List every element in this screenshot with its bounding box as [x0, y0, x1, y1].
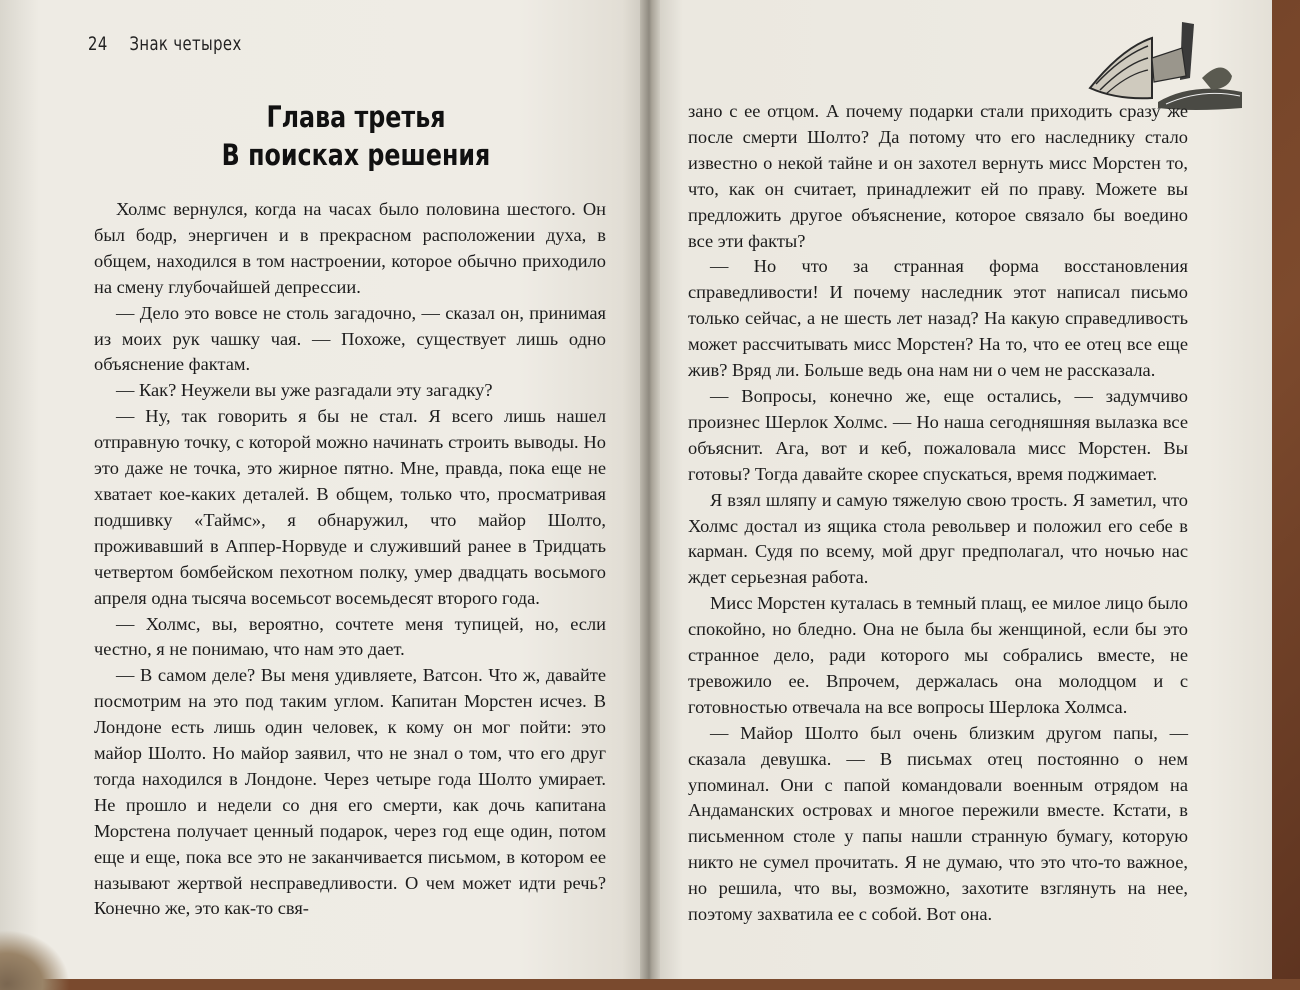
page-number: 24 — [88, 33, 108, 55]
paragraph: Холмс вернулся, когда на часах было половина шестого. Он был бодр, энергичен и в прекрасном расположении духа, в общем, находился в том настроении, которое обычно приходило на смену глубочайшей депрессии. — [94, 199, 606, 297]
paragraph: — Как? Неужели вы уже разгадали эту загадку? — [116, 380, 493, 401]
paragraph: — Майор Шолто был очень близким другом папы, — сказала девушка. — В письмах отец постоянно о нем упоминал. Они с папой командовали военным отрядом на Андаманских островах и многое пережили вместе. Кстати, в письменном столе у папы нашли странную бумагу, которую никто не сумел прочитать. Я не думаю, что это что-то важное, но решила, что вы, возможно, захотите взглянуть на нее, поэтому захватила ее с собой. Вот она. — [688, 722, 1188, 925]
paragraph: — Холмс, вы, вероятно, сочтете меня тупицей, но, если честно, я не понимаю, что нам это дает. — [94, 613, 606, 660]
thumb-shadow — [0, 930, 70, 990]
paragraph: — Вопросы, конечно же, еще остались, — задумчиво произнес Шерлок Холмс. — Но наша сегодняшняя вылазка все объяснит. Ага, вот и кеб, пожаловала мисс Морстен. Вы готовы? Тогда давайте скорее спускаться, время поджимает. — [688, 385, 1188, 484]
paragraph: — Ну, так говорить я бы не стал. Я всего лишь нашел отправную точку, с которой можно начинать строить выводы. Но это даже не точка, это жирное пятно. Мне, правда, пока еще не хватает кое-каких деталей. В общем, только что, просматривая подшивку «Таймс», я обнаружил, что майор Шолто, проживавший в Аппер-Норвуде и служивший ранее в Тридцать четвертом бомбейском пехотном полку, умер двадцать восьмого апреля одна тысяча восемьсот восемьдесят второго года. — [94, 406, 606, 608]
chapter-heading — [62, 98, 650, 174]
paragraph: — Дело это вовсе не столь загадочно, — сказал он, принимая из моих рук чашку чая. — Похоже, существует лишь одно объяснение фактам. — [94, 302, 606, 375]
left-text-column — [94, 197, 606, 922]
book-gutter — [640, 0, 660, 979]
paragraph: — В самом деле? Вы меня удивляете, Ватсон. Что ж, давайте посмотрим на это под таким углом. Капитан Морстен исчез. В Лондоне есть лишь один человек, к кому он мог пойти: это майор Шолто. Но майор заявил, что не знал о том, что его друг тогда находился в Лондоне. Через четыре года Шолто умирает. Не прошло и недели со дня его смерти, как дочь капитана Морстена получает ценный подарок, через год еще один, потом еще и еще, пока все это не заканчивается письмом, в котором ее называют жертвой несправедливости. О чем может идти речь? Конечно же, это как-то свя- — [94, 665, 606, 919]
chapter-title: В поисках решения — [221, 138, 491, 172]
paragraph: — Но что за странная форма восстановления справедливости! И почему наследник этот написал письмо только сейчас, а не шесть лет назад? На какую справедливость может рассчитывать мисс Морстен? На то, что ее отец все еще жив? Вряд ли. Больше ведь она нам ни о чем не рассказала. — [688, 256, 1188, 381]
paragraph: Мисс Морстен куталась в темный плащ, ее милое лицо было спокойно, но бледно. Она не была бы женщиной, если бы это странное дело, ради которого мы собрались вместе, не тревожило ее. Впрочем, держалась она молодцом и с готовностью отвечала на все вопросы Шерлока Холмса. — [688, 593, 1188, 717]
chapter-number: Глава третья — [266, 100, 446, 134]
right-text-column — [688, 99, 1188, 928]
paragraph-continuation: зано с ее отцом. А почему подарки стали приходить сразу же после смерти Шолто? Да потому что его наследнику стало известно о некой тайне и он захотел вернуть мисс Морстен то, что, как он считает, принадлежит ей по праву. Можете вы предложить другое объяснение, которое связало бы воедино все эти факты? — [688, 101, 1188, 251]
book-title: Знак четырех — [129, 33, 242, 55]
paragraph: Я взял шляпу и самую тяжелую свою трость. Я заметил, что Холмс достал из ящика стола револьвер и положил его себе в карман. Судя по всему, мой друг предполагал, что ночью нас ждет серьезная работа. — [688, 489, 1188, 588]
left-page — [0, 0, 648, 979]
running-head — [88, 33, 242, 55]
